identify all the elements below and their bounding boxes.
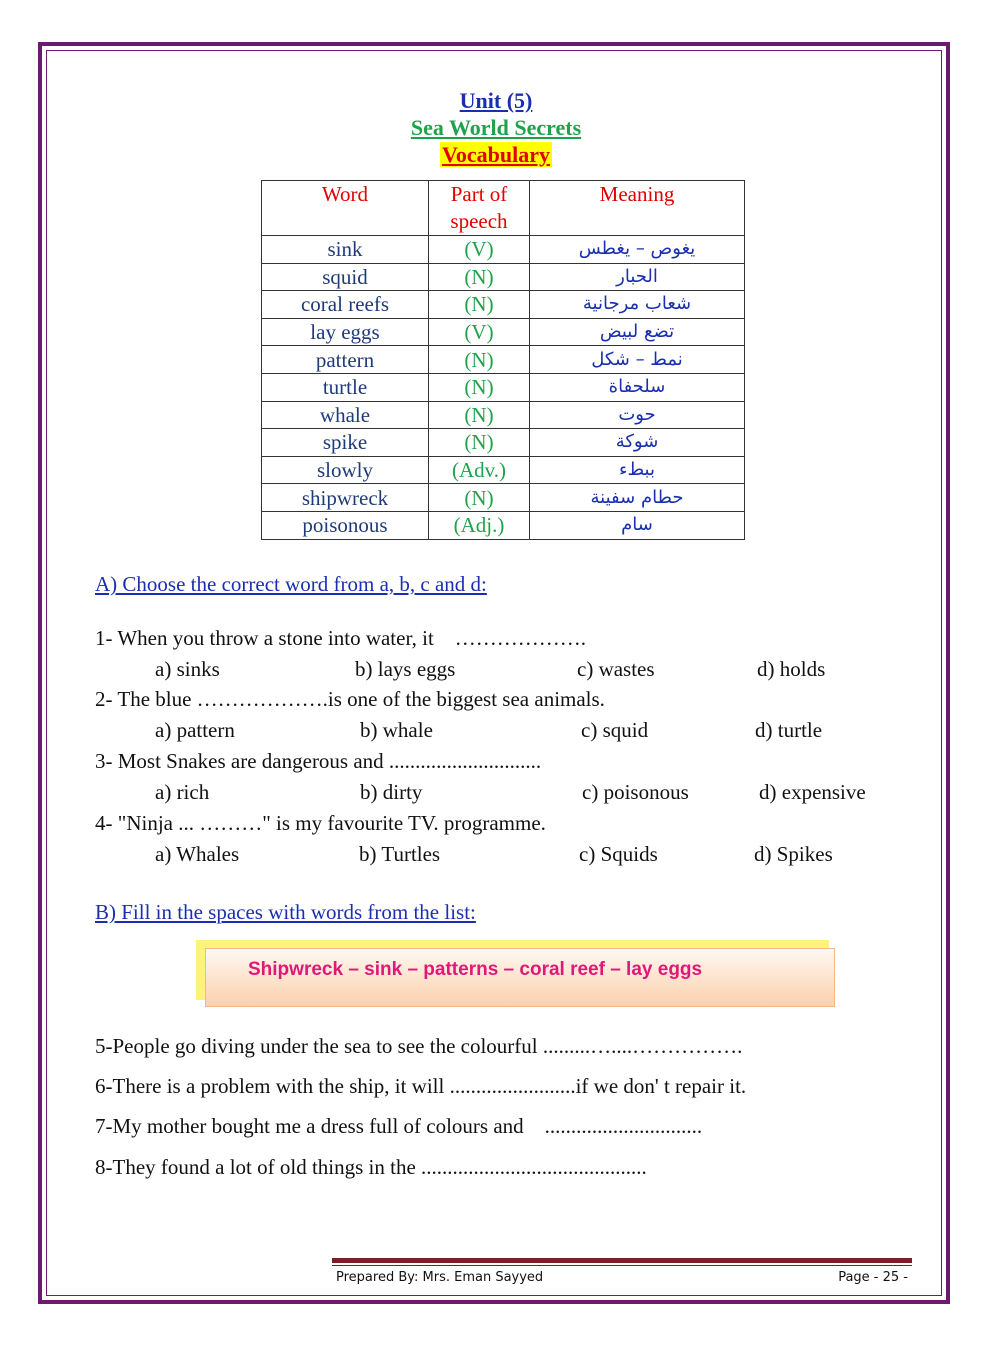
table-row <box>262 429 745 457</box>
option-a: a) sinks <box>155 657 220 681</box>
word-cell: shipwreck <box>262 484 429 512</box>
option-d: d) expensive <box>759 780 866 804</box>
fill-sentence-6: 6-There is a problem with the ship, it will ........................if we don' t repair it. <box>95 1074 747 1098</box>
section-b-heading: B) Fill in the spaces with words from the list: <box>95 900 476 924</box>
meaning-cell: نمط – شكل <box>530 346 745 374</box>
word-cell: spike <box>262 429 429 457</box>
pos-cell: (Adv.) <box>429 456 530 484</box>
table-row <box>262 318 745 346</box>
table-row <box>262 401 745 429</box>
word-cell: pattern <box>262 346 429 374</box>
meaning-cell: شعاب مرجانية <box>530 291 745 319</box>
option-d: d) turtle <box>755 718 823 742</box>
fill-sentence-8: 8-They found a lot of old things in the ........................................... <box>95 1155 647 1179</box>
pos-cell: (V) <box>429 236 530 264</box>
question-3: 3- Most Snakes are dangerous and ............................. <box>95 749 542 773</box>
meaning-cell: يغوص – يغطس <box>530 236 745 264</box>
question-4: 4- "Ninja ... ………" is my favourite TV. programme. <box>95 811 546 835</box>
word-cell: sink <box>262 236 429 264</box>
meaning-cell: الحبار <box>530 263 745 291</box>
meaning-cell: حطام سفينة <box>530 484 745 512</box>
lesson-title: Sea World Secrets <box>410 115 582 140</box>
word-cell: turtle <box>262 373 429 401</box>
question-2: 2- The blue ……………….is one of the biggest sea animals. <box>95 687 605 711</box>
option-a: a) pattern <box>155 718 235 742</box>
option-b: b) dirty <box>360 780 423 804</box>
unit-title: Unit (5) <box>459 88 533 113</box>
word-cell: lay eggs <box>262 318 429 346</box>
option-a: a) Whales <box>155 842 240 866</box>
table-row <box>262 236 745 264</box>
table-row <box>262 373 745 401</box>
pos-cell: (N) <box>429 484 530 512</box>
question-1: 1- When you throw a stone into water, it ………………. <box>95 626 587 650</box>
word-cell: poisonous <box>262 511 429 539</box>
footer-rule-thin <box>332 1265 912 1266</box>
table-row <box>262 263 745 291</box>
word-cell: whale <box>262 401 429 429</box>
vocabulary-heading <box>0 142 992 168</box>
table-row <box>262 484 745 512</box>
prepared-by: Prepared By: Mrs. Eman Sayyed <box>336 1270 544 1285</box>
option-b: b) lays eggs <box>355 657 456 681</box>
word-cell: slowly <box>262 456 429 484</box>
word-cell: coral reefs <box>262 291 429 319</box>
pos-cell: (N) <box>429 263 530 291</box>
header-part-of-speech: Part of speech <box>429 181 530 236</box>
option-a: a) rich <box>155 780 210 804</box>
table-row <box>262 456 745 484</box>
table-row <box>262 291 745 319</box>
fill-sentence-7: 7-My mother bought me a dress full of colours and .............................. <box>95 1114 703 1138</box>
table-header-row <box>262 181 745 236</box>
meaning-cell: حوت <box>530 401 745 429</box>
word-list-box: Shipwreck – sink – patterns – coral reef – lay eggs <box>205 948 835 1007</box>
pos-cell: (V) <box>429 318 530 346</box>
page-number: Page - 25 - <box>838 1270 908 1285</box>
option-c: c) wastes <box>577 657 655 681</box>
pos-cell: (N) <box>429 429 530 457</box>
meaning-cell: شوكة <box>530 429 745 457</box>
option-b: b) whale <box>360 718 433 742</box>
option-c: c) Squids <box>579 842 658 866</box>
vocabulary-label: Vocabulary <box>442 142 550 167</box>
word-cell: squid <box>262 263 429 291</box>
meaning-cell: سلحفاة <box>530 373 745 401</box>
option-d: d) Spikes <box>754 842 833 866</box>
meaning-cell: ببطء <box>530 456 745 484</box>
fill-sentence-5: 5-People go diving under the sea to see the colourful .........…....……………. <box>95 1034 743 1058</box>
option-b: b) Turtles <box>359 842 441 866</box>
pos-cell: (N) <box>429 373 530 401</box>
vocabulary-table <box>261 180 745 540</box>
table-row <box>262 511 745 539</box>
header-word: Word <box>262 181 429 236</box>
table-row <box>262 346 745 374</box>
meaning-cell: تضع لبيض <box>530 318 745 346</box>
footer-rule-thick <box>332 1258 912 1263</box>
pos-cell: (N) <box>429 346 530 374</box>
pos-cell: (Adj.) <box>429 511 530 539</box>
section-a-heading: A) Choose the correct word from a, b, c and d: <box>95 572 487 596</box>
meaning-cell: سام <box>530 511 745 539</box>
option-c: c) poisonous <box>582 780 689 804</box>
option-c: c) squid <box>581 718 649 742</box>
pos-cell: (N) <box>429 401 530 429</box>
pos-cell: (N) <box>429 291 530 319</box>
header-meaning: Meaning <box>530 181 745 236</box>
option-d: d) holds <box>757 657 826 681</box>
